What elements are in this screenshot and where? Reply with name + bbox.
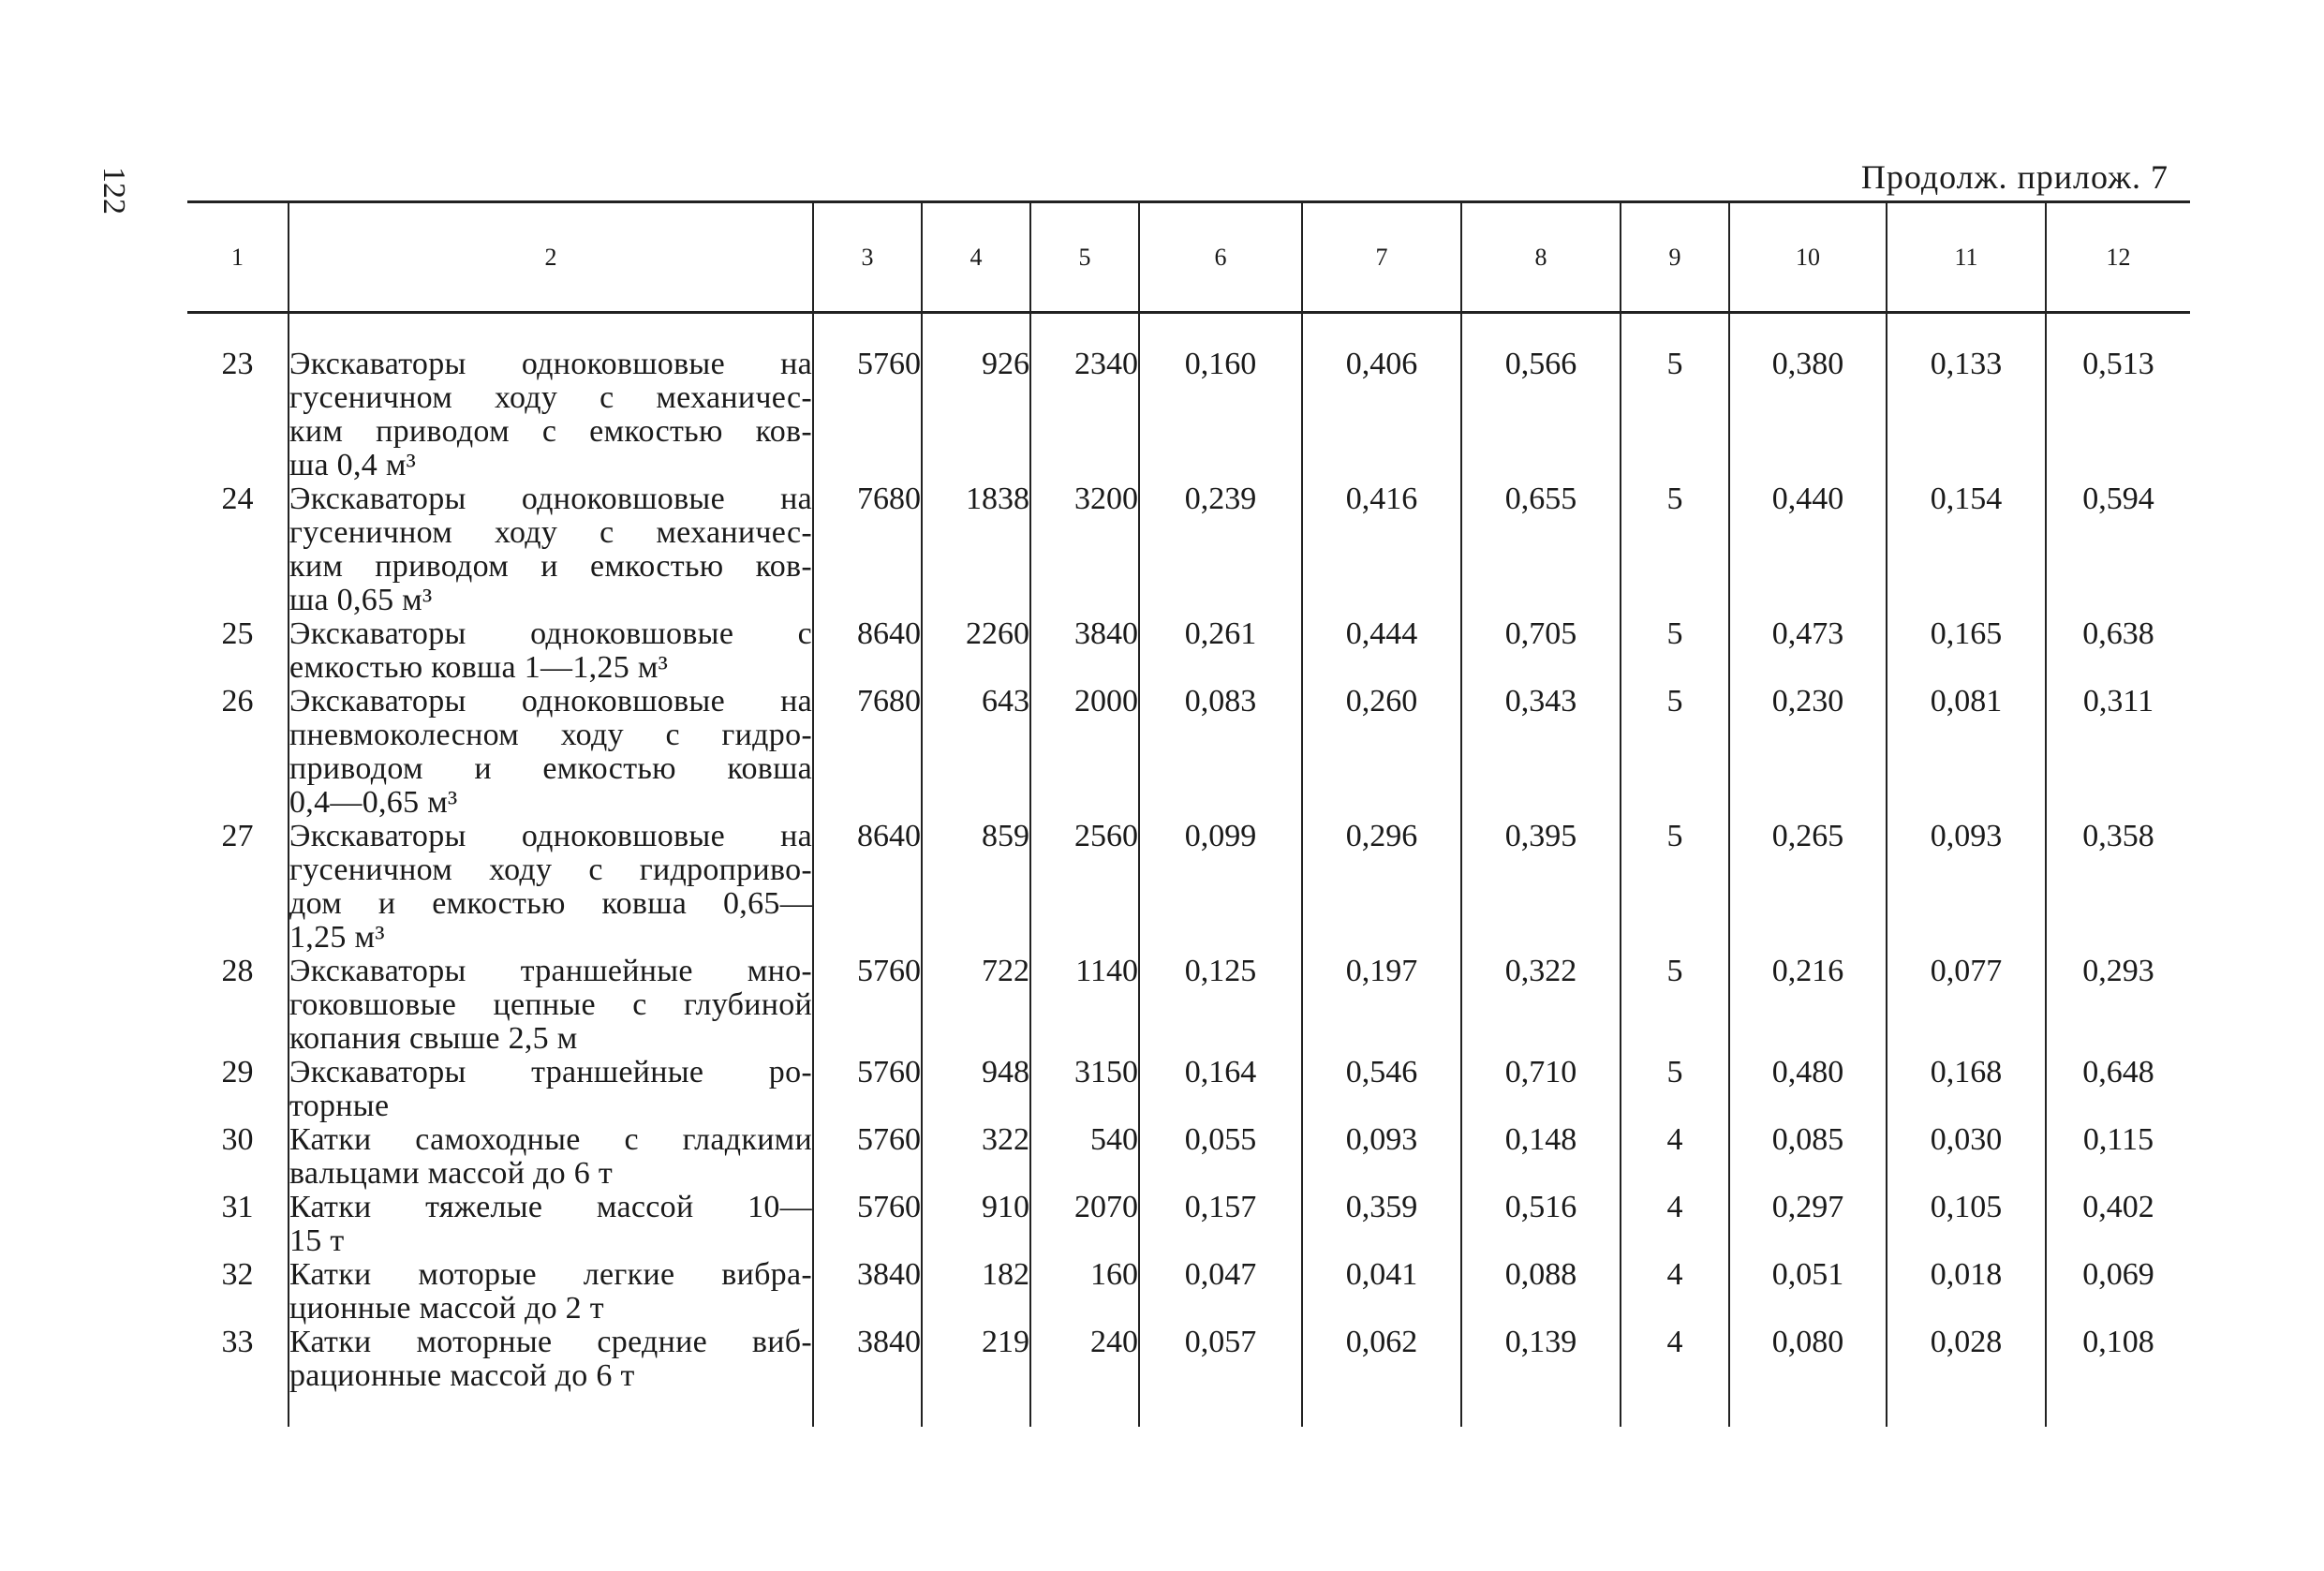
value-cell: 0,358	[2046, 820, 2190, 955]
column-header: 11	[1887, 202, 2046, 313]
column-header: 1	[187, 202, 289, 313]
value-cell: 0,157	[1139, 1191, 1302, 1258]
value-cell: 0,165	[1887, 617, 2046, 685]
value-cell: 2000	[1030, 685, 1139, 820]
value-cell: 0,093	[1302, 1123, 1461, 1191]
column-header: 10	[1729, 202, 1887, 313]
value-cell: 0,139	[1461, 1326, 1621, 1427]
column-header: 2	[289, 202, 813, 313]
machine-description	[289, 313, 813, 483]
row-number: 28	[221, 954, 254, 988]
description-line: ционные массой до 2 т	[289, 1291, 604, 1326]
machinery-table	[187, 200, 2190, 1427]
value-cell: 4	[1621, 1326, 1729, 1427]
table-body	[187, 313, 2190, 1428]
value-cell: 2560	[1030, 820, 1139, 955]
value-cell: 926	[922, 313, 1030, 483]
value-cell: 4	[1621, 1191, 1729, 1258]
value-cell: 0,115	[2046, 1123, 2190, 1191]
description-line: Экскаваторы одноковшовые на	[289, 482, 812, 516]
description-line: Катки моторные средние виб-	[289, 1325, 812, 1359]
value-cell: 5760	[813, 1123, 922, 1191]
table-row	[187, 1326, 2190, 1427]
row-number: 30	[221, 1122, 254, 1157]
description-line: Катки тяжелые массой 10—	[289, 1190, 812, 1224]
value-cell: 4	[1621, 1258, 1729, 1326]
machine-description	[289, 1258, 813, 1326]
value-cell: 0,594	[2046, 482, 2190, 617]
value-cell: 5	[1621, 1056, 1729, 1123]
value-cell: 0,160	[1139, 313, 1302, 483]
value-cell: 240	[1030, 1326, 1139, 1427]
column-header: 8	[1461, 202, 1621, 313]
description-line: Катки моторые легкие вибра-	[289, 1257, 812, 1292]
value-cell: 4	[1621, 1123, 1729, 1191]
value-cell: 0,380	[1729, 313, 1887, 483]
value-cell: 0,093	[1887, 820, 2046, 955]
table-row	[187, 685, 2190, 820]
machine-description	[289, 1326, 813, 1427]
value-cell: 0,099	[1139, 820, 1302, 955]
value-cell: 0,638	[2046, 617, 2190, 685]
machine-description	[289, 617, 813, 685]
value-cell: 0,239	[1139, 482, 1302, 617]
value-cell: 0,296	[1302, 820, 1461, 955]
value-cell: 0,648	[2046, 1056, 2190, 1123]
value-cell: 0,261	[1139, 617, 1302, 685]
row-number: 27	[221, 819, 254, 853]
value-cell: 0,216	[1729, 955, 1887, 1056]
description-line: ша 0,4 м³	[289, 448, 417, 482]
value-cell: 0,546	[1302, 1056, 1461, 1123]
value-cell: 0,406	[1302, 313, 1461, 483]
value-cell: 8640	[813, 617, 922, 685]
value-cell: 0,164	[1139, 1056, 1302, 1123]
value-cell: 0,655	[1461, 482, 1621, 617]
value-cell: 5760	[813, 1056, 922, 1123]
value-cell: 0,710	[1461, 1056, 1621, 1123]
description-line: гусеничном ходу с механичес-	[289, 380, 812, 415]
table-row	[187, 820, 2190, 955]
value-cell: 910	[922, 1191, 1030, 1258]
value-cell: 0,473	[1729, 617, 1887, 685]
value-cell: 3840	[813, 1258, 922, 1326]
description-line: Экскаваторы траншейные ро-	[289, 1055, 812, 1089]
description-line: приводом и емкостью ковша	[289, 751, 812, 786]
description-line: Экскаваторы одноковшовые с	[289, 616, 812, 651]
table-row	[187, 1258, 2190, 1326]
value-cell: 0,057	[1139, 1326, 1302, 1427]
value-cell: 3200	[1030, 482, 1139, 617]
table-row	[187, 1123, 2190, 1191]
value-cell: 0,440	[1729, 482, 1887, 617]
row-number: 23	[221, 347, 254, 381]
value-cell: 0,513	[2046, 313, 2190, 483]
value-cell: 0,028	[1887, 1326, 2046, 1427]
description-line: копания свыше 2,5 м	[289, 1021, 578, 1056]
machine-description	[289, 1056, 813, 1123]
table-row	[187, 955, 2190, 1056]
description-line: торные	[289, 1089, 390, 1123]
description-line: Экскаваторы одноковшовые на	[289, 347, 812, 381]
description-line: Экскаваторы траншейные мно-	[289, 954, 812, 988]
column-header: 12	[2046, 202, 2190, 313]
machine-description	[289, 1123, 813, 1191]
value-cell: 5760	[813, 313, 922, 483]
value-cell: 3150	[1030, 1056, 1139, 1123]
value-cell: 0,168	[1887, 1056, 2046, 1123]
column-header: 3	[813, 202, 922, 313]
value-cell: 5	[1621, 820, 1729, 955]
value-cell: 0,051	[1729, 1258, 1887, 1326]
value-cell: 3840	[813, 1326, 922, 1427]
value-cell: 5	[1621, 482, 1729, 617]
value-cell: 0,260	[1302, 685, 1461, 820]
description-line: гусеничном ходу с механичес-	[289, 515, 812, 550]
value-cell: 0,311	[2046, 685, 2190, 820]
page-number: 122	[96, 167, 131, 215]
value-cell: 0,516	[1461, 1191, 1621, 1258]
value-cell: 0,085	[1729, 1123, 1887, 1191]
value-cell: 0,030	[1887, 1123, 2046, 1191]
value-cell: 0,069	[2046, 1258, 2190, 1326]
column-header: 9	[1621, 202, 1729, 313]
table-row	[187, 1056, 2190, 1123]
value-cell: 182	[922, 1258, 1030, 1326]
description-line: пневмоколесном ходу с гидро-	[289, 718, 812, 752]
column-header: 7	[1302, 202, 1461, 313]
value-cell: 5760	[813, 1191, 922, 1258]
value-cell: 0,108	[2046, 1326, 2190, 1427]
row-number: 25	[221, 616, 254, 651]
column-header: 6	[1139, 202, 1302, 313]
table-caption: Продолж. прилож. 7	[1860, 158, 2169, 196]
description-line: емкостью ковша 1—1,25 м³	[289, 650, 669, 685]
value-cell: 5	[1621, 313, 1729, 483]
description-line: 0,4—0,65 м³	[289, 785, 458, 820]
description-line: вальцами массой до 6 т	[289, 1156, 613, 1191]
machine-description	[289, 685, 813, 820]
description-line: дом и емкостью ковша 0,65—	[289, 886, 812, 921]
value-cell: 0,055	[1139, 1123, 1302, 1191]
value-cell: 0,062	[1302, 1326, 1461, 1427]
value-cell: 0,480	[1729, 1056, 1887, 1123]
row-number: 33	[221, 1325, 254, 1359]
value-cell: 0,197	[1302, 955, 1461, 1056]
value-cell: 0,154	[1887, 482, 2046, 617]
value-cell: 0,018	[1887, 1258, 2046, 1326]
value-cell: 0,322	[1461, 955, 1621, 1056]
value-cell: 0,077	[1887, 955, 2046, 1056]
value-cell: 859	[922, 820, 1030, 955]
table-row	[187, 313, 2190, 483]
value-cell: 948	[922, 1056, 1030, 1123]
value-cell: 219	[922, 1326, 1030, 1427]
row-number: 31	[221, 1190, 254, 1224]
value-cell: 0,566	[1461, 313, 1621, 483]
description-line: Катки самоходные с гладкими	[289, 1122, 812, 1157]
value-cell: 0,080	[1729, 1326, 1887, 1427]
value-cell: 0,047	[1139, 1258, 1302, 1326]
value-cell: 7680	[813, 685, 922, 820]
column-header: 5	[1030, 202, 1139, 313]
value-cell: 0,081	[1887, 685, 2046, 820]
description-line: Экскаваторы одноковшовые на	[289, 684, 812, 719]
machine-description	[289, 955, 813, 1056]
row-number: 32	[221, 1257, 254, 1292]
value-cell: 643	[922, 685, 1030, 820]
table-row	[187, 617, 2190, 685]
value-cell: 0,041	[1302, 1258, 1461, 1326]
value-cell: 0,265	[1729, 820, 1887, 955]
value-cell: 540	[1030, 1123, 1139, 1191]
value-cell: 0,105	[1887, 1191, 2046, 1258]
value-cell: 0,343	[1461, 685, 1621, 820]
value-cell: 3840	[1030, 617, 1139, 685]
row-number: 29	[221, 1055, 254, 1089]
row-number: 24	[221, 482, 254, 516]
value-cell: 0,088	[1461, 1258, 1621, 1326]
value-cell: 0,395	[1461, 820, 1621, 955]
header-row	[187, 202, 2190, 313]
value-cell: 2260	[922, 617, 1030, 685]
value-cell: 1838	[922, 482, 1030, 617]
description-line: гоковшовые цепные с глубиной	[289, 987, 812, 1022]
value-cell: 2070	[1030, 1191, 1139, 1258]
row-number: 26	[221, 684, 254, 719]
value-cell: 0,125	[1139, 955, 1302, 1056]
value-cell: 2340	[1030, 313, 1139, 483]
value-cell: 0,133	[1887, 313, 2046, 483]
value-cell: 0,416	[1302, 482, 1461, 617]
value-cell: 7680	[813, 482, 922, 617]
description-line: ша 0,65 м³	[289, 583, 433, 617]
value-cell: 0,359	[1302, 1191, 1461, 1258]
description-line: Экскаваторы одноковшовые на	[289, 819, 812, 853]
description-line: гусеничном ходу с гидроприво-	[289, 852, 812, 887]
machine-description	[289, 482, 813, 617]
value-cell: 0,444	[1302, 617, 1461, 685]
value-cell: 160	[1030, 1258, 1139, 1326]
value-cell: 0,705	[1461, 617, 1621, 685]
value-cell: 0,230	[1729, 685, 1887, 820]
table-row	[187, 1191, 2190, 1258]
value-cell: 1140	[1030, 955, 1139, 1056]
value-cell: 5	[1621, 685, 1729, 820]
value-cell: 5	[1621, 955, 1729, 1056]
machine-description	[289, 1191, 813, 1258]
description-line: ким приводом с емкостью ков-	[289, 414, 812, 449]
value-cell: 0,293	[2046, 955, 2190, 1056]
table-row	[187, 482, 2190, 617]
value-cell: 0,083	[1139, 685, 1302, 820]
description-line: 1,25 м³	[289, 920, 385, 955]
machine-description	[289, 820, 813, 955]
description-line: 15 т	[289, 1223, 345, 1258]
value-cell: 5760	[813, 955, 922, 1056]
value-cell: 0,148	[1461, 1123, 1621, 1191]
value-cell: 8640	[813, 820, 922, 955]
value-cell: 0,402	[2046, 1191, 2190, 1258]
description-line: рационные массой до 6 т	[289, 1358, 635, 1393]
column-header: 4	[922, 202, 1030, 313]
description-line: ким приводом и емкостью ков-	[289, 549, 812, 584]
value-cell: 0,297	[1729, 1191, 1887, 1258]
value-cell: 322	[922, 1123, 1030, 1191]
value-cell: 722	[922, 955, 1030, 1056]
value-cell: 5	[1621, 617, 1729, 685]
